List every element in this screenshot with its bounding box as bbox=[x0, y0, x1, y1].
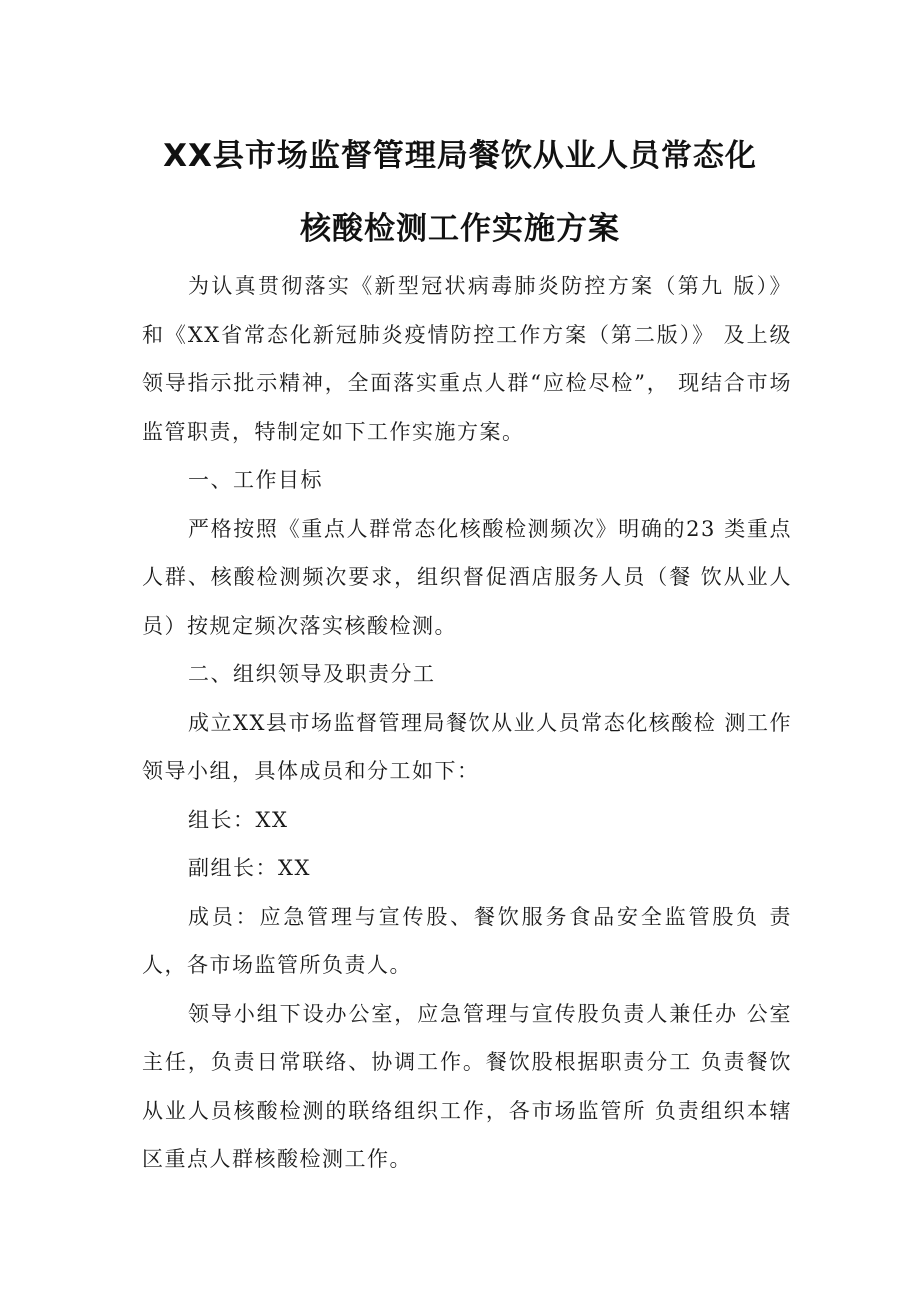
team-leader-line: 组长：XX bbox=[188, 807, 289, 832]
document-body bbox=[142, 262, 792, 1184]
organization-paragraph: 成立XX县市场监督管理局餐饮从业人员常态化核酸检 测工作领导小组，具体成员和分工如下： bbox=[142, 710, 792, 783]
office-paragraph: 领导小组下设办公室，应急管理与宣传股负责人兼任办 公室主任，负责日常联络、协调工作。餐饮股根据职责分工 负责餐饮从业人员核酸检测的联络组织工作，各市场监管所 负责组织本辖区重点人群核酸检测工作。 bbox=[142, 1001, 792, 1171]
section-heading-goals: 一、工作目标 bbox=[188, 468, 323, 492]
members-paragraph: 成员：应急管理与宣传股、餐饮服务食品安全监管股负 责人，各市场监管所负责人。 bbox=[142, 904, 792, 977]
document-title-line-2: 核酸检测工作实施方案 bbox=[300, 211, 620, 247]
intro-paragraph: 为认真贯彻落实《新型冠状病毒肺炎防控方案（第九 版）》和《XX省常态化新冠肺炎疫情防控工作方案（第二版）》 及上级领导指示批示精神，全面落实重点人群“应检尽检”， 现结合市场监管职责，特制定如下工作实施方案。 bbox=[142, 274, 792, 444]
goals-paragraph: 严格按照《重点人群常态化核酸检测频次》明确的23 类重点人群、核酸检测频次要求，组织督促酒店服务人员（餐 饮从业人员）按规定频次落实核酸检测。 bbox=[142, 516, 792, 638]
deputy-leader-line: 副组长：XX bbox=[188, 856, 311, 880]
document-title-line-1: XX县市场监督管理局餐饮从业人员常态化 bbox=[163, 138, 757, 174]
section-heading-organization: 二、组织领导及职责分工 bbox=[188, 662, 436, 686]
